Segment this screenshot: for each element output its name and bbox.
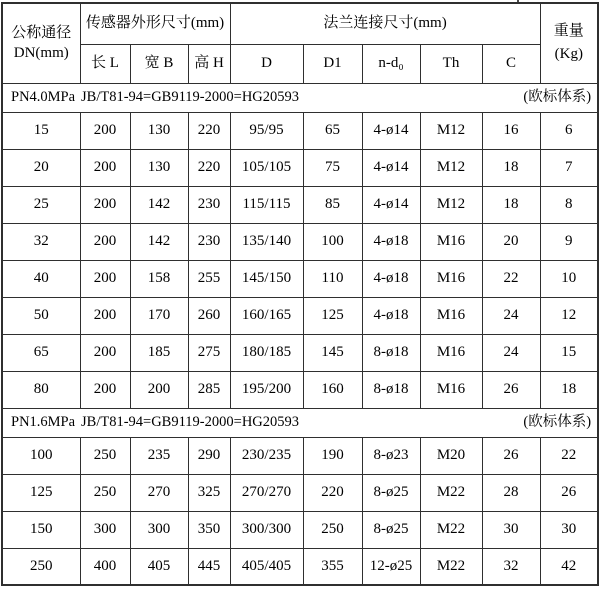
- spec-cell: 200: [80, 186, 130, 223]
- spec-row: [2, 371, 598, 408]
- spec-cell: 95/95: [230, 112, 303, 149]
- spec-cell: 185: [130, 334, 188, 371]
- spec-cell: 200: [80, 334, 130, 371]
- spec-cell: 12: [540, 297, 598, 334]
- spec-cell: 300: [130, 511, 188, 548]
- header-nominal-diameter: [2, 3, 80, 83]
- section-band-row: [2, 408, 598, 437]
- spec-row: [2, 297, 598, 334]
- spec-cell: 158: [130, 260, 188, 297]
- spec-table-body: [2, 83, 598, 585]
- spec-cell: M22: [420, 511, 482, 548]
- spec-cell: 220: [188, 149, 230, 186]
- spec-cell: 30: [540, 511, 598, 548]
- spec-cell: 200: [80, 223, 130, 260]
- spec-cell: 4-ø14: [362, 112, 420, 149]
- spec-cell: 145/150: [230, 260, 303, 297]
- spec-cell: 4-ø18: [362, 223, 420, 260]
- header-height-h: 高 H: [188, 44, 230, 83]
- spec-cell: M16: [420, 371, 482, 408]
- spec-cell: 9: [540, 223, 598, 260]
- spec-cell: 200: [80, 297, 130, 334]
- spec-cell: 40: [2, 260, 80, 297]
- spec-row: [2, 223, 598, 260]
- spec-cell: 115/115: [230, 186, 303, 223]
- spec-cell: M20: [420, 437, 482, 474]
- spec-cell: 235: [130, 437, 188, 474]
- spec-cell: 130: [130, 149, 188, 186]
- standard-system-note: (欧标体系): [523, 414, 592, 431]
- spec-cell: 22: [482, 260, 540, 297]
- spec-cell: 12-ø25: [362, 548, 420, 585]
- spec-cell: 100: [2, 437, 80, 474]
- spec-cell: 350: [188, 511, 230, 548]
- spec-cell: M12: [420, 112, 482, 149]
- standard-reference-label: JB/T81-94=GB9119-2000=HG20593: [81, 414, 300, 431]
- spec-cell: 325: [188, 474, 230, 511]
- spec-cell: 8-ø25: [362, 511, 420, 548]
- spec-cell: M12: [420, 186, 482, 223]
- spec-cell: 270/270: [230, 474, 303, 511]
- spec-cell: 20: [482, 223, 540, 260]
- spec-cell: 75: [303, 149, 362, 186]
- spec-cell: 190: [303, 437, 362, 474]
- header-weight: [540, 3, 598, 83]
- spec-cell: 65: [2, 334, 80, 371]
- spec-cell: 220: [188, 112, 230, 149]
- spec-cell: 8-ø23: [362, 437, 420, 474]
- table-header: [2, 3, 598, 83]
- spec-row: [2, 511, 598, 548]
- spec-cell: 135/140: [230, 223, 303, 260]
- spec-cell: 285: [188, 371, 230, 408]
- spec-cell: 300/300: [230, 511, 303, 548]
- spec-cell: 4-ø18: [362, 260, 420, 297]
- spec-cell: 200: [80, 149, 130, 186]
- spec-cell: M12: [420, 149, 482, 186]
- flowmeter-dimension-table: [1, 2, 599, 586]
- spec-cell: 405: [130, 548, 188, 585]
- spec-cell: 4-ø14: [362, 149, 420, 186]
- spec-cell: 220: [303, 474, 362, 511]
- spec-cell: 7: [540, 149, 598, 186]
- spec-cell: 8-ø18: [362, 371, 420, 408]
- spec-cell: 142: [130, 223, 188, 260]
- header-d: D: [230, 44, 303, 83]
- spec-cell: 110: [303, 260, 362, 297]
- spec-cell: 355: [303, 548, 362, 585]
- spec-cell: 142: [130, 186, 188, 223]
- spec-cell: 195/200: [230, 371, 303, 408]
- spec-cell: 30: [482, 511, 540, 548]
- spec-cell: M16: [420, 260, 482, 297]
- spec-cell: 18: [482, 186, 540, 223]
- spec-cell: 100: [303, 223, 362, 260]
- spec-cell: 255: [188, 260, 230, 297]
- pressure-rating-label: PN1.6MPa: [11, 414, 76, 431]
- spec-cell: 4-ø18: [362, 297, 420, 334]
- spec-row: [2, 186, 598, 223]
- spec-cell: 180/185: [230, 334, 303, 371]
- spec-row: [2, 260, 598, 297]
- section-band-row: [2, 83, 598, 112]
- spec-cell: 250: [2, 548, 80, 585]
- spec-cell: 160/165: [230, 297, 303, 334]
- spec-cell: M22: [420, 548, 482, 585]
- spec-cell: 405/405: [230, 548, 303, 585]
- spec-cell: 42: [540, 548, 598, 585]
- spec-cell: 230: [188, 186, 230, 223]
- spec-cell: 445: [188, 548, 230, 585]
- header-n-d0: n-d₀: [362, 44, 420, 83]
- header-weight-line1: 重量: [553, 23, 584, 40]
- spec-cell: 200: [130, 371, 188, 408]
- spec-cell: M16: [420, 297, 482, 334]
- spec-cell: 18: [482, 149, 540, 186]
- section-band-cell: [2, 408, 598, 437]
- spec-cell: 170: [130, 297, 188, 334]
- header-weight-line2: (Kg): [554, 46, 583, 63]
- header-sensor-dimensions-group: 传感器外形尺寸(mm): [80, 3, 230, 44]
- spec-row: [2, 548, 598, 585]
- header-c: C: [482, 44, 540, 83]
- spec-cell: 275: [188, 334, 230, 371]
- spec-cell: 105/105: [230, 149, 303, 186]
- spec-cell: 15: [2, 112, 80, 149]
- standard-system-note: (欧标体系): [523, 89, 592, 106]
- spec-cell: 130: [130, 112, 188, 149]
- header-flange-dimensions-group: 法兰连接尺寸(mm): [230, 3, 540, 44]
- spec-cell: 24: [482, 334, 540, 371]
- spec-cell: M22: [420, 474, 482, 511]
- spec-cell: M16: [420, 223, 482, 260]
- spec-cell: 230: [188, 223, 230, 260]
- spec-cell: 10: [540, 260, 598, 297]
- spec-row: [2, 334, 598, 371]
- spec-cell: 200: [80, 260, 130, 297]
- spec-row: [2, 474, 598, 511]
- spec-cell: 8: [540, 186, 598, 223]
- spec-cell: 8-ø25: [362, 474, 420, 511]
- spec-cell: 400: [80, 548, 130, 585]
- spec-row: [2, 112, 598, 149]
- spec-cell: 145: [303, 334, 362, 371]
- spec-cell: 200: [80, 112, 130, 149]
- pressure-rating-label: PN4.0MPa: [11, 89, 76, 106]
- header-length-l: 长 L: [80, 44, 130, 83]
- standard-reference-label: JB/T81-94=GB9119-2000=HG20593: [81, 89, 300, 106]
- spec-cell: 65: [303, 112, 362, 149]
- spec-row: [2, 149, 598, 186]
- spec-cell: 15: [540, 334, 598, 371]
- spec-cell: 28: [482, 474, 540, 511]
- spec-cell: 200: [80, 371, 130, 408]
- spec-cell: 250: [303, 511, 362, 548]
- spec-cell: 290: [188, 437, 230, 474]
- spec-cell: 250: [80, 437, 130, 474]
- spec-cell: 32: [2, 223, 80, 260]
- spec-cell: 6: [540, 112, 598, 149]
- spec-cell: 125: [303, 297, 362, 334]
- header-width-b: 宽 B: [130, 44, 188, 83]
- spec-cell: 270: [130, 474, 188, 511]
- spec-cell: 150: [2, 511, 80, 548]
- spec-cell: 230/235: [230, 437, 303, 474]
- spec-cell: 26: [540, 474, 598, 511]
- spec-cell: 4-ø14: [362, 186, 420, 223]
- spec-cell: 26: [482, 437, 540, 474]
- spec-cell: 125: [2, 474, 80, 511]
- spec-cell: 24: [482, 297, 540, 334]
- spec-cell: M16: [420, 334, 482, 371]
- spec-cell: 300: [80, 511, 130, 548]
- spec-cell: 50: [2, 297, 80, 334]
- spec-cell: 26: [482, 371, 540, 408]
- spec-cell: 260: [188, 297, 230, 334]
- spec-cell: 18: [540, 371, 598, 408]
- spec-cell: 20: [2, 149, 80, 186]
- spec-cell: 160: [303, 371, 362, 408]
- spec-cell: 22: [540, 437, 598, 474]
- spec-cell: 80: [2, 371, 80, 408]
- header-nominal-diameter-line2: DN(mm): [13, 45, 69, 62]
- spec-cell: 250: [80, 474, 130, 511]
- spec-cell: 32: [482, 548, 540, 585]
- header-d1: D1: [303, 44, 362, 83]
- spec-cell: 8-ø18: [362, 334, 420, 371]
- spec-cell: 25: [2, 186, 80, 223]
- spec-cell: 16: [482, 112, 540, 149]
- header-th: Th: [420, 44, 482, 83]
- header-nominal-diameter-line1: 公称通径: [11, 25, 72, 42]
- section-band-cell: [2, 83, 598, 112]
- spec-row: [2, 437, 598, 474]
- spec-cell: 85: [303, 186, 362, 223]
